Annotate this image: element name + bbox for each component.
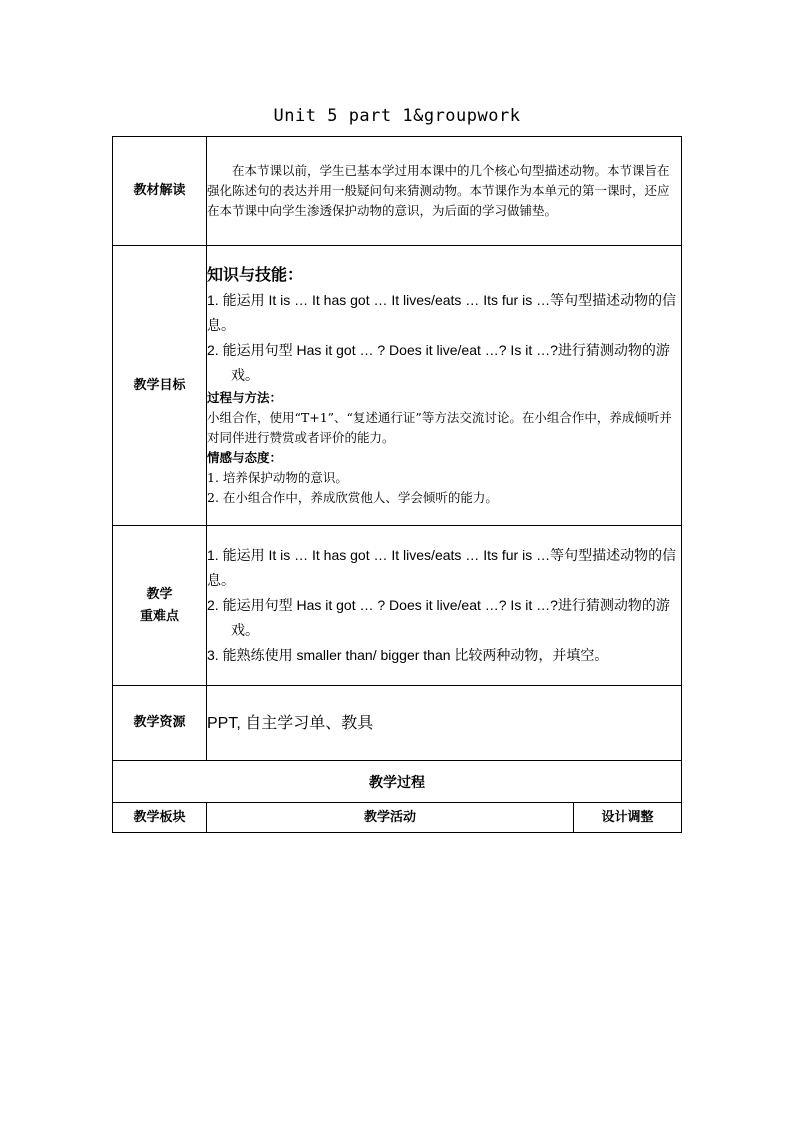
resources-row [113,686,682,761]
keypoints-row [113,526,682,686]
attitude-heading: 情感与态度： [207,450,283,465]
keypoint-item-1: 1. 能运用 It is … It has got … It lives/eats … Its fur is …等句型描述动物的信息。 [207,547,677,588]
keypoint-item-2: 2. 能运用句型 Has it got … ? Does it live/eat …? Is it …?进行猜测动物的游戏。 [207,597,670,638]
resources-label: 教学资源 [113,686,207,761]
col-adjust-header: 设计调整 [574,803,682,833]
keypoints-label [113,526,207,686]
process-heading-cell: 教学过程 [113,761,682,803]
attitude-item-1: 1. 培养保护动物的意识。 [207,470,348,485]
objectives-label: 教学目标 [113,246,207,526]
process-heading: 过程与方法： [207,390,283,405]
lesson-plan-table [112,136,682,833]
keypoints-label-line1: 教学 [146,586,173,602]
keypoints-content [207,526,682,686]
textbook-label: 教材解读 [113,137,207,246]
textbook-text: 在本节课以前，学生已基本学过用本课中的几个核心句型描述动物。本节课旨在强化陈述句的表达并用一般疑问句来猜测动物。本节课作为本单元的第一课时，还应在本节课中向学生渗透保护动物的意识，为后面的学习做铺垫。 [207,137,682,246]
process-text: 小组合作，使用“T+1”、“复述通行证”等方法交流讨论。在小组合作中，养成倾听并对同伴进行赞赏或者评价的能力。 [207,410,672,445]
process-columns-row [113,803,682,833]
knowledge-heading: 知识与技能： [207,267,304,284]
keypoint-item-3: 3. 能熟练使用 smaller than/ bigger than 比较两种动物，并填空。 [207,647,609,663]
keypoints-label-line2: 重难点 [139,608,179,624]
process-heading-row [113,761,682,803]
attitude-item-2: 2. 在小组合作中，养成欣赏他人、学会倾听的能力。 [207,490,498,505]
textbook-row [113,137,682,246]
knowledge-item-1: 1. 能运用 It is … It has got … It lives/eats … Its fur is …等句型描述动物的信息。 [207,292,677,333]
col-activity-header: 教学活动 [207,803,574,833]
resources-text: PPT, 自主学习单、教具 [207,686,682,761]
objectives-content [207,246,682,526]
col-module-header: 教学板块 [113,803,207,833]
knowledge-item-2: 2. 能运用句型 Has it got … ? Does it live/eat …? Is it …?进行猜测动物的游戏。 [207,342,670,383]
document-title: Unit 5 part 1&groupwork [273,106,521,126]
objectives-row [113,246,682,526]
